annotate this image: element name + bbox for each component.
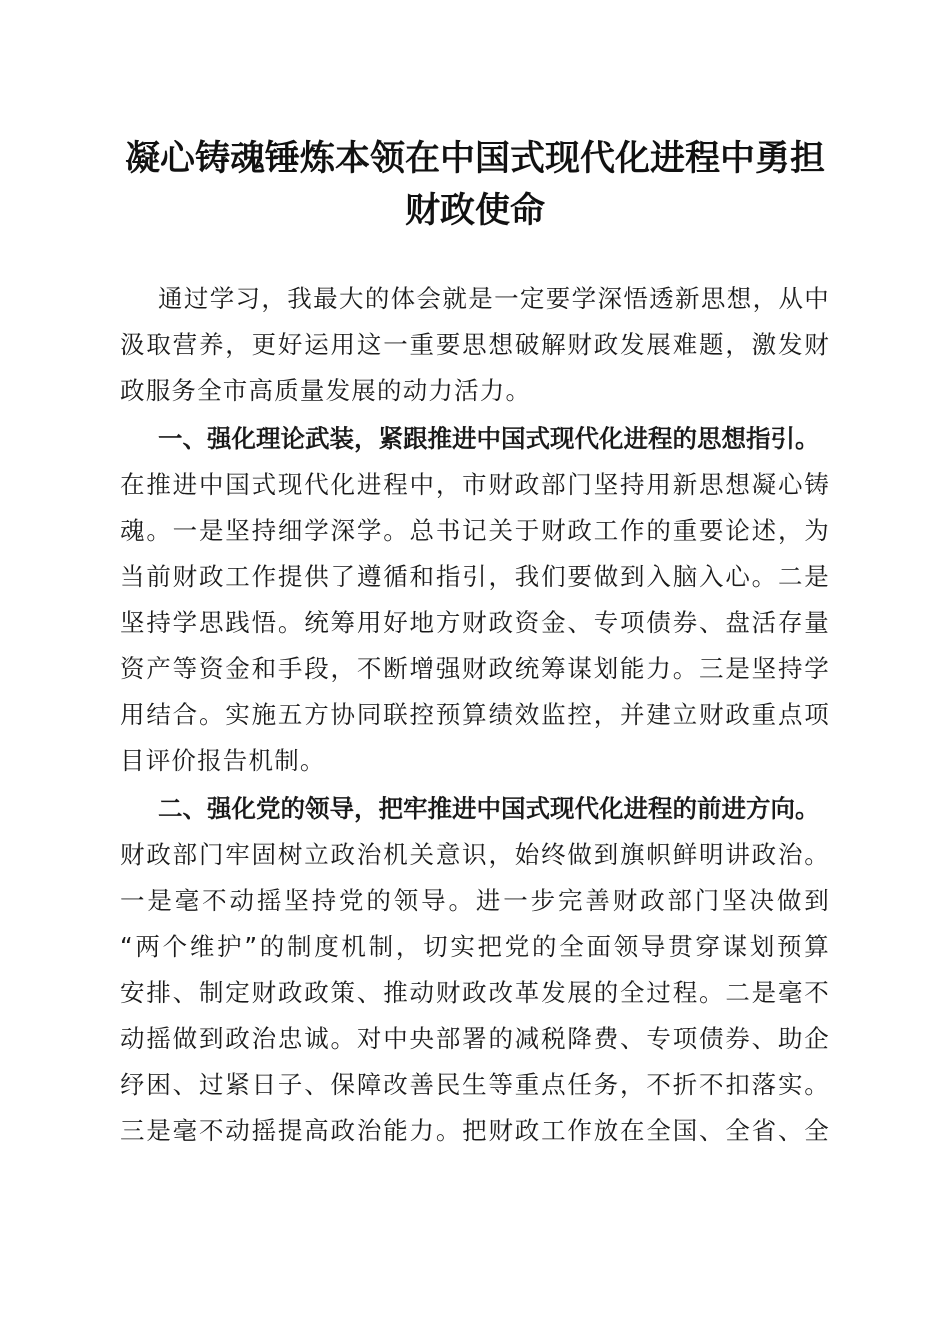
text-line: “两个维护”的制度机制，切实把党的全面领导贯穿谋划预算 [120, 932, 830, 961]
text-line: 财政部门牢固树立政治机关意识，始终做到旗帜鲜明讲政治。 [120, 840, 830, 869]
section-heading-1: 一、强化理论武装，紧跟推进中国式现代化进程的思想指引。 [158, 424, 820, 453]
text-line: 动摇做到政治忠诚。对中央部署的减税降费、专项债券、助企 [120, 1024, 830, 1053]
text-line: 魂。一是坚持细学深学。总书记关于财政工作的重要论述，为 [120, 516, 830, 545]
paragraph-section-1 [120, 420, 830, 788]
text-line: 资产等资金和手段，不断增强财政统筹谋划能力。三是坚持学 [120, 654, 830, 683]
text-line: 坚持学思践悟。统筹用好地方财政资金、专项债券、盘活存量 [120, 608, 830, 637]
text-line: 目评价报告机制。 [120, 746, 326, 775]
text-line: 三是毫不动摇提高政治能力。把财政工作放在全国、全省、全 [120, 1116, 830, 1145]
paragraph-intro [120, 280, 830, 418]
paragraph-section-2 [120, 790, 830, 1158]
text-line: 一是毫不动摇坚持党的领导。进一步完善财政部门坚决做到 [120, 886, 830, 915]
document-title [100, 133, 850, 237]
text-line: 政服务全市高质量发展的动力活力。 [120, 376, 532, 405]
text-line: 安排、制定财政政策、推动财政改革发展的全过程。二是毫不 [120, 978, 830, 1007]
text-line: 汲取营养，更好运用这一重要思想破解财政发展难题，激发财 [120, 330, 830, 359]
text-line: 当前财政工作提供了遵循和指引，我们要做到入脑入心。二是 [120, 562, 830, 591]
title-line-2: 财政使命 [404, 190, 545, 231]
section-heading-2: 二、强化党的领导，把牢推进中国式现代化进程的前进方向。 [158, 794, 820, 823]
text-line: 在推进中国式现代化进程中，市财政部门坚持用新思想凝心铸 [120, 470, 830, 499]
text-line: 纾困、过紧日子、保障改善民生等重点任务，不折不扣落实。 [120, 1070, 830, 1099]
document-body [120, 280, 830, 1158]
text-line: 通过学习，我最大的体会就是一定要学深悟透新思想，从中 [158, 284, 830, 313]
text-line: 用结合。实施五方协同联控预算绩效监控，并建立财政重点项 [120, 700, 830, 729]
title-line-1: 凝心铸魂锤炼本领在中国式现代化进程中勇担 [124, 138, 825, 179]
